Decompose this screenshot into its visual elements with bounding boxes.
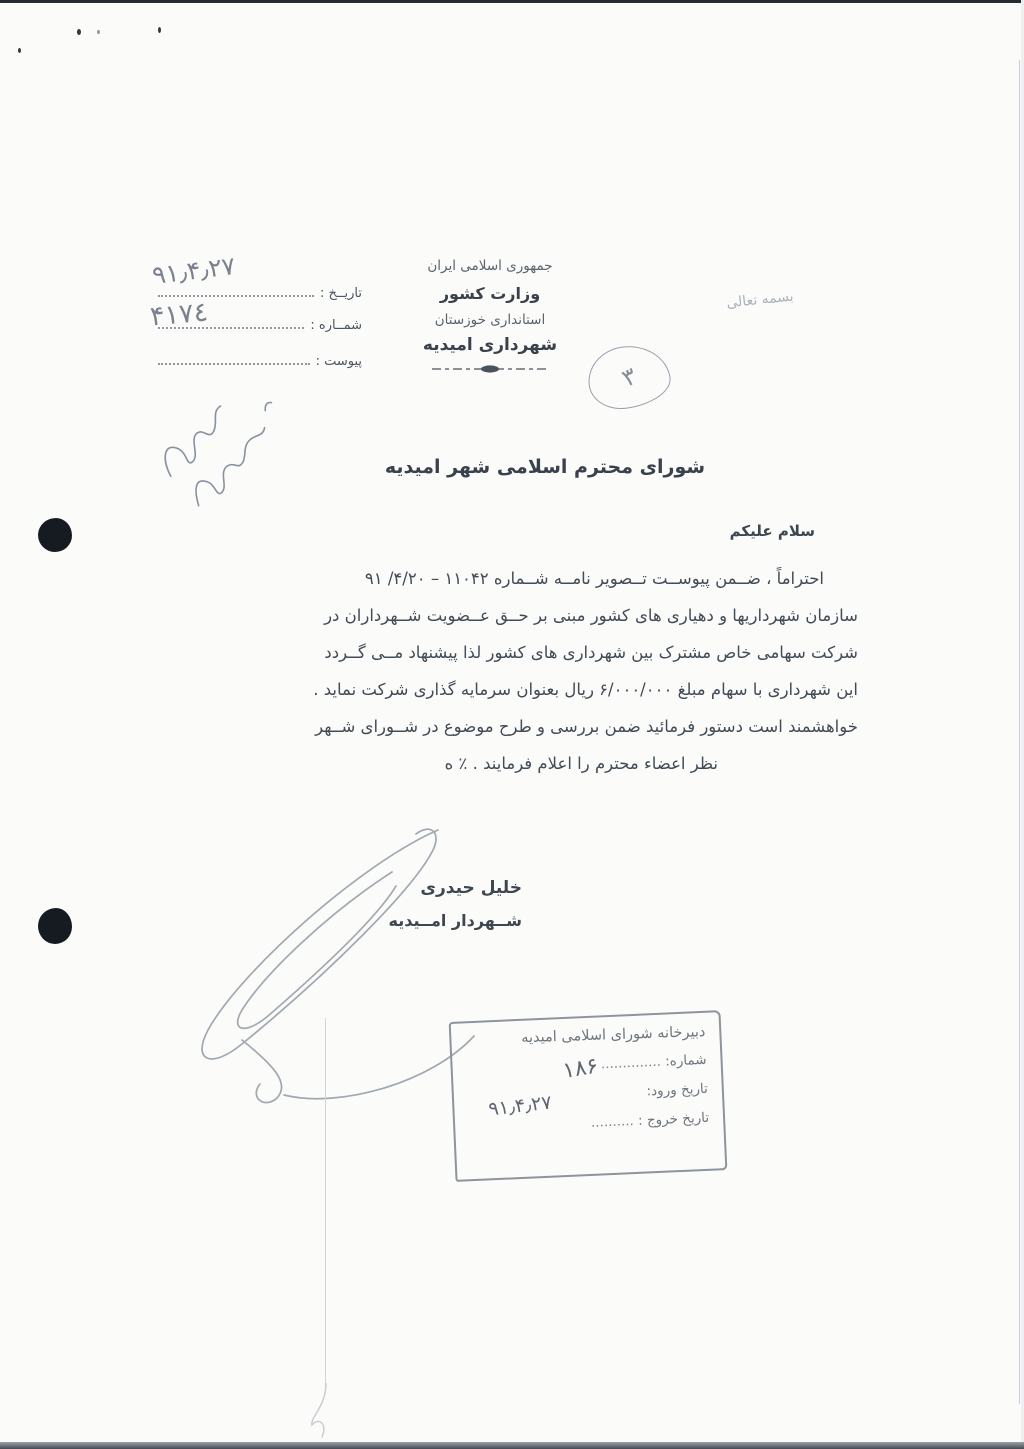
greeting: سلام علیکم <box>729 522 815 540</box>
letterhead-governorate: استانداری خوزستان <box>434 312 546 328</box>
body-line: نظر اعضاء محترم را اعلام فرمایند . ٪ ه <box>444 754 718 773</box>
signature-block <box>300 878 522 930</box>
body-line: خواهشمند است دستور فرمائید ضمن بررسی و طرح موضوع در شــورای شــهر <box>315 717 858 736</box>
scan-edge-right-line <box>1019 60 1020 1404</box>
body-line: شرکت سهامی خاص مشترک بین شهرداری های کشور لذا پیشنهاد مــی گــردد <box>324 643 858 662</box>
body-line: احتراماً ، ضــمن پیوســت تــصویر نامــه شــماره ۱۱۰۴۲ – ۴/۲۰/ ۹۱ <box>364 569 824 588</box>
signer-name: خلیل حیدری <box>420 878 522 898</box>
fold-crease-hook <box>302 1383 336 1445</box>
stamp-handwritten-number: ۱۸۶ <box>560 1053 601 1085</box>
handwritten-date: ۹۱٫۴٫۲۷ <box>150 251 237 290</box>
letter-body <box>163 560 858 782</box>
body-line: این شهرداری با سهام مبلغ ۶/۰۰۰/۰۰۰ ریال بعنوان سرمایه گذاری شرکت نماید . <box>313 680 858 699</box>
stamp-exit-dots: .......... <box>590 1113 635 1131</box>
besmele-calligraphy: بسمه تعالی <box>725 288 795 312</box>
scan-speck <box>97 30 100 34</box>
date-dotted-line <box>158 293 314 297</box>
stamp-number-label: شماره: <box>664 1051 707 1070</box>
marginal-note-scribble <box>118 362 318 516</box>
stamp-title: دبیرخانه شورای اسلامی امیدیه <box>520 1024 706 1047</box>
stamp-exit-label: تاریخ خروج : <box>637 1109 710 1129</box>
stamp-handwritten-entry-date: ۹۱٫۴٫۲۷ <box>487 1091 553 1121</box>
scan-speck <box>77 29 81 35</box>
letterhead-country: جمهوری اسلامی ایران <box>427 258 553 274</box>
letterhead-ministry: وزارت کشور <box>439 284 541 303</box>
fold-crease-line <box>325 1018 326 1390</box>
number-label: شمــاره : <box>310 318 362 333</box>
signature-strokes <box>180 812 480 1111</box>
scan-speck <box>18 48 21 53</box>
punch-hole-top <box>38 518 72 552</box>
letterhead-municipality: شهرداری امیدیه <box>422 335 558 355</box>
letterhead <box>395 258 585 378</box>
attachment-label: پیوست : <box>315 354 362 369</box>
stamp-number-dots: .............. <box>600 1053 662 1073</box>
circled-page-number <box>584 341 674 414</box>
scan-edge-top <box>0 0 1024 3</box>
secretariat-stamp <box>449 1010 728 1182</box>
scan-speck <box>158 27 161 33</box>
date-label: تاریــخ : <box>320 286 362 301</box>
letterhead-ornament-icon <box>395 359 585 378</box>
scan-edge-bottom <box>0 1442 1024 1449</box>
signer-title: شــهردار امــیدیه <box>388 911 522 930</box>
body-line: سازمان شهرداریها و دهیاری های کشور مبنی بر حــق عــضویت شــهرداران در <box>324 606 858 625</box>
recipient-title: شورای محترم اسلامی شهر امیدیه <box>384 456 706 478</box>
punch-hole-bottom <box>38 908 72 944</box>
stamp-entry-label: تاریخ ورود: <box>646 1080 709 1100</box>
circled-page-number-value: ۳ <box>617 361 641 393</box>
handwritten-number: ۴۱۷٤ <box>148 296 210 333</box>
